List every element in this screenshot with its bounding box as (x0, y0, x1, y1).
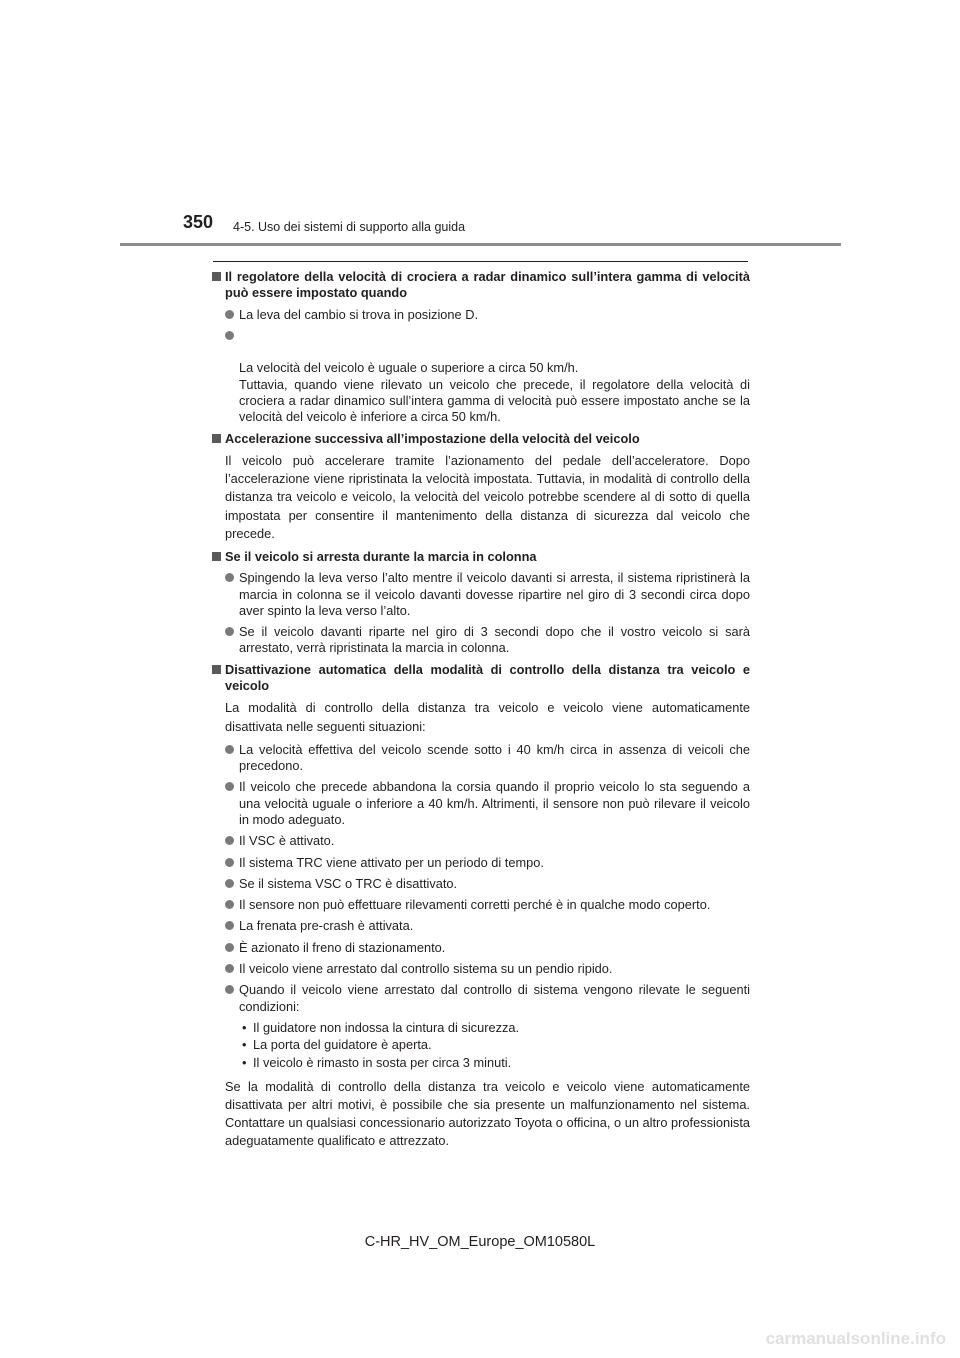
list-item-text: Quando il veicolo viene arrestato dal controllo di sistema vengono rilevate le seguenti condizioni: (239, 982, 750, 1014)
circle-bullet-icon (225, 310, 234, 319)
list-item-text: Il sensore non può effettuare rilevamenti corretti perché è in qualche modo coperto. (239, 897, 711, 913)
circle-bullet-icon (225, 943, 234, 952)
closing-paragraph: Se la modalità di controllo della distanza tra veicolo e veicolo viene automaticamente disattivata per altri motivi, è possibile che sia presente un malfunzionamento nel sistema. Contattare un qualsiasi concessionario autorizzato Toyota o officina, o un altro professionista adeguatamente qualificato e attrezzato. (225, 1078, 750, 1149)
header-divider (120, 243, 841, 246)
heading-text: Disattivazione automatica della modalità di controllo della distanza tra veicolo e veicolo (225, 661, 750, 694)
square-bullet-icon (212, 434, 221, 443)
circle-bullet-icon (225, 836, 234, 845)
list-item (212, 742, 750, 775)
paragraph: Il veicolo può accelerare tramite l’azionamento del pedale dell’acceleratore. Dopo l’accelerazione viene ripristinata la velocità impostata. Tuttavia, in modalità di controllo della distanza tra veicolo e veicolo, la velocità del veicolo potrebbe scendere al di sotto di quella impostata per consentire il mantenimento della distanza di sicurezza dal veicolo che precede. (225, 452, 750, 541)
list-item-text: La velocità del veicolo è uguale o superiore a circa 50 km/h. Tuttavia, quando viene rilevato un veicolo che precede, il regolatore della velocità di crociera a radar dinamico sull’intera gamma di velocità può essere impostato anche se la velocità del veicolo è inferiore a circa 50 km/h. (239, 360, 750, 425)
list-item-text: Il veicolo che precede abbandona la corsia quando il proprio veicolo lo sta seguendo a una velocità uguale o inferiore a 40 km/h. Altrimenti, il sensore non può rilevare il veicolo in modo adeguato. (239, 779, 750, 827)
small-dot-icon: • (242, 1037, 247, 1053)
square-bullet-icon (212, 665, 221, 674)
heading-text: Se il veicolo si arresta durante la marcia in colonna (225, 548, 537, 564)
list-item-text: La velocità effettiva del veicolo scende sotto i 40 km/h circa in assenza di veicoli che precedono. (239, 741, 750, 774)
section-heading (212, 662, 750, 695)
list-item-text: Spingendo la leva verso l’alto mentre il veicolo davanti si arresta, il sistema ripristinerà la marcia in colonna se il veicolo davanti dovesse ripartire nel giro di 3 secondi circa dopo aver spinto la leva verso l’alto. (239, 570, 750, 618)
circle-bullet-icon (225, 331, 234, 340)
section-heading (212, 269, 750, 302)
section-heading (212, 549, 750, 565)
section-top-divider (213, 261, 748, 262)
section-speed-setting-conditions (212, 269, 750, 426)
circle-bullet-icon (225, 858, 234, 867)
heading-text: Accelerazione successiva all’impostazione della velocità del veicolo (225, 430, 640, 446)
list-item (212, 833, 750, 849)
list-item-text: Il veicolo viene arrestato dal controllo sistema su un pendio ripido. (239, 961, 613, 977)
circle-bullet-icon (225, 782, 234, 791)
paragraph: La modalità di controllo della distanza tra veicolo e veicolo viene automaticamente disattivata nelle seguenti situazioni: (225, 700, 750, 734)
sub-list-item (242, 1037, 750, 1053)
sub-list-item (242, 1020, 750, 1036)
circle-bullet-icon (225, 985, 234, 994)
list-item (212, 328, 750, 426)
list-item-text: È azionato il freno di stazionamento. (239, 939, 446, 955)
heading-text: Il regolatore della velocità di crociera a radar dinamico sull’intera gamma di velocità può essere impostato quando (225, 269, 750, 301)
section-automatic-cancellation (212, 662, 750, 1151)
sub-list-item-text: Il veicolo è rimasto in sosta per circa 3 minuti. (253, 1054, 512, 1070)
sub-list-item-text: Il guidatore non indossa la cintura di sicurezza. (253, 1019, 520, 1035)
list-item (212, 779, 750, 828)
list-item-text: La frenata pre-crash è attivata. (239, 918, 414, 934)
square-bullet-icon (212, 272, 221, 281)
site-watermark: carmanualsonline.info (765, 1329, 946, 1348)
list-item-text: Il sistema TRC viene attivato per un periodo di tempo. (239, 854, 544, 870)
document-code: C-HR_HV_OM_Europe_OM10580L (364, 1234, 596, 1250)
sub-list (212, 1020, 750, 1071)
small-dot-icon: • (242, 1054, 247, 1070)
list-item (212, 570, 750, 619)
list-item (212, 940, 750, 956)
list-item (212, 307, 750, 323)
section-acceleration (212, 431, 750, 543)
list-item (212, 855, 750, 871)
sub-list-item-text: La porta del guidatore è aperta. (253, 1037, 432, 1053)
section-stop-in-traffic (212, 549, 750, 657)
square-bullet-icon (212, 552, 221, 561)
circle-bullet-icon (225, 745, 234, 754)
page-number: 350 (183, 212, 214, 232)
circle-bullet-icon (225, 964, 234, 973)
list-item-text: La leva del cambio si trova in posizione D. (239, 306, 478, 322)
list-item (212, 624, 750, 657)
circle-bullet-icon (225, 573, 234, 582)
small-dot-icon: • (242, 1019, 247, 1035)
list-item-text: Se il sistema VSC o TRC è disattivato. (239, 875, 458, 891)
list-item-text: Il VSC è attivato. (239, 833, 335, 849)
circle-bullet-icon (225, 879, 234, 888)
list-item (212, 961, 750, 977)
section-heading (212, 431, 750, 447)
list-item (212, 876, 750, 892)
circle-bullet-icon (225, 921, 234, 930)
list-item (212, 918, 750, 934)
list-item (212, 897, 750, 913)
list-item-text: Se il veicolo davanti riparte nel giro di 3 secondi dopo che il vostro veicolo si sarà arrestato, verrà ripristinata la marcia in colonna. (239, 624, 750, 656)
list-item (212, 982, 750, 1015)
chapter-title: 4-5. Uso dei sistemi di supporto alla guida (233, 220, 466, 234)
circle-bullet-icon (225, 627, 234, 636)
sub-list-item (242, 1055, 750, 1071)
page-content (212, 269, 750, 1157)
circle-bullet-icon (225, 900, 234, 909)
